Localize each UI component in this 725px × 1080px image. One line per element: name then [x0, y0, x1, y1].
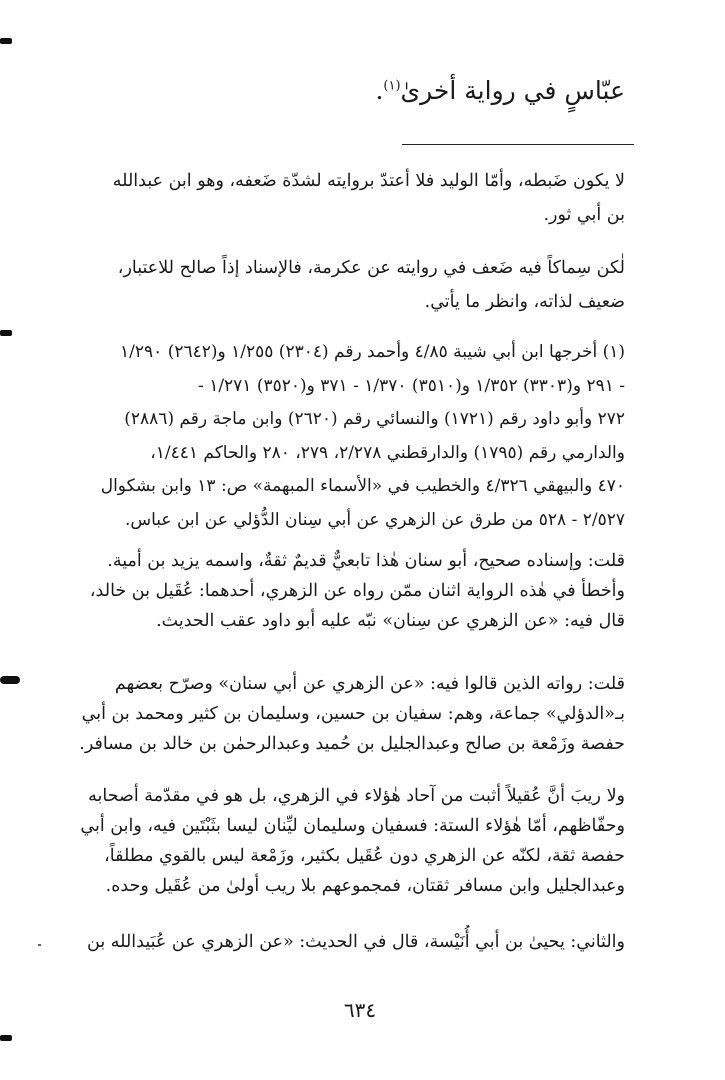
text-line: وحفّاظهم، أمّا هٰؤلاء الستة: فسفيان وسليمان ليِّنان ليسا بثَبْتَين فيه، وابن أبي	[80, 816, 625, 836]
text-line: ضعيف لذاته، وانظر ما يأتي.	[424, 292, 625, 312]
text-line: ٤٧٠ والبيهقي ٤/٣٢٦ والخطيب في «الأسماء المبهمة» ص: ١٣ وابن بشكوال	[100, 476, 625, 496]
text-line: لٰكن سِماكاً فيه ضَعف في روايته عن عكرمة، فالإسناد إذاً صالح للاعتبار،	[117, 258, 625, 278]
text-line: قال فيه: «عن الزهري عن سِنان» نبّه عليه أبو داود عقب الحديث.	[156, 611, 625, 631]
margin-dot	[38, 944, 41, 946]
page-edge-mark	[0, 38, 12, 44]
page-edge-mark	[0, 1035, 12, 1041]
text-line: والثاني: يحيىٰ بن أبي أُنَيْسة، قال في الحديث: «عن الزهري عن عُبَيدالله بن	[87, 932, 625, 952]
text-line: ٢/٥٢٧ - ٥٢٨ من طرق عن الزهري عن أبي سِنان الدُّؤلي عن ابن عباس.	[124, 509, 625, 530]
text-line: بـ«الدؤلي» جماعة، وهم: سفيان بن حسين، وسليمان بن كثير ومحمد بن أبي	[81, 704, 625, 724]
footnote-ref: (١)	[383, 78, 401, 94]
paragraph-1	[70, 164, 625, 232]
text-line: حفصة ثقة، لكنّه عن الزهري دون عُقَيل بكثير، وزَمْعة ليس بالقوي مطلقاً،	[104, 846, 625, 866]
page-number: ٦٣٤	[343, 998, 377, 1022]
header-text	[375, 76, 625, 105]
page-edge-mark	[0, 330, 12, 336]
text-line: وأخطأ في هٰذه الرواية اثنان ممّن رواه عن الزهري، أحدهما: عُقَيل بن خالد،	[89, 581, 625, 601]
header-main: عبّاسٍ في رواية أخرىٰ	[400, 76, 625, 105]
paragraph-6	[70, 925, 625, 959]
text-line: والدارمي رقم (١٧٩٥) والدارقطني ٢/٢٧٨، ٢٧٩، ٢٨٠ والحاكم ١/٤٤١،	[150, 442, 625, 463]
header-end: .	[375, 76, 384, 105]
text-line: (١) أخرجها ابن أبي شيبة ٤/٨٥ وأحمد رقم (٢٣٠٤) ١/٢٥٥ و(٢٦٤٢) ١/٢٩٠	[120, 342, 625, 362]
paragraph-2	[70, 251, 625, 319]
text-line: ٢٧٢ وأبو داود رقم (١٧٢١) والنسائي رقم (٢٦٢٠) وابن ماجة رقم (٢٨٨٦)	[124, 409, 625, 429]
footnote-1	[70, 336, 625, 537]
paragraph-5	[70, 781, 625, 901]
text-line: قلت: رواته الذين قالوا فيه: «عن الزهري عن أبي سنان» وصرّح بعضهم	[114, 674, 625, 694]
text-line: لا يكون ضَبطه، وأمّا الوليد فلا أعتدّ بروايته لشدّة ضَعفه، وهو ابن عبدالله	[112, 171, 625, 191]
paragraph-4	[70, 669, 625, 759]
text-line: وعبدالجليل وابن مسافر ثقتان، فمجموعهم بلا ريب أولىٰ من عُقَيل وحده.	[105, 876, 625, 896]
footnote-divider	[402, 144, 634, 145]
paragraph-3	[70, 546, 625, 636]
text-line: حفصة وزَمْعة بن صالح وعبدالجليل بن حُميد وعبدالرحمٰن بن خالد بن مسافر.	[79, 734, 625, 754]
text-line: قلت: وإسناده صحيح، أبو سنان هٰذا تابعيٌّ قديمٌ ثقةٌ، واسمه يزيد بن أمية.	[107, 551, 625, 571]
text-line: بن أبي ثور.	[543, 205, 625, 225]
text-line: - ٢٩١ و(٣٣٠٣) ١/٣٥٢ و(٣٥١٠) ١/٣٧٠ - ٣٧١ و(٣٥٢٠) ١/٢٧١ -	[198, 375, 625, 396]
page-edge-mark	[0, 676, 20, 684]
text-line: ولا ريبَ أنَّ عُقيلاً أثبت من آحاد هٰؤلاء في الزهري، بل هو في مقدّمة أصحابه	[88, 786, 625, 806]
